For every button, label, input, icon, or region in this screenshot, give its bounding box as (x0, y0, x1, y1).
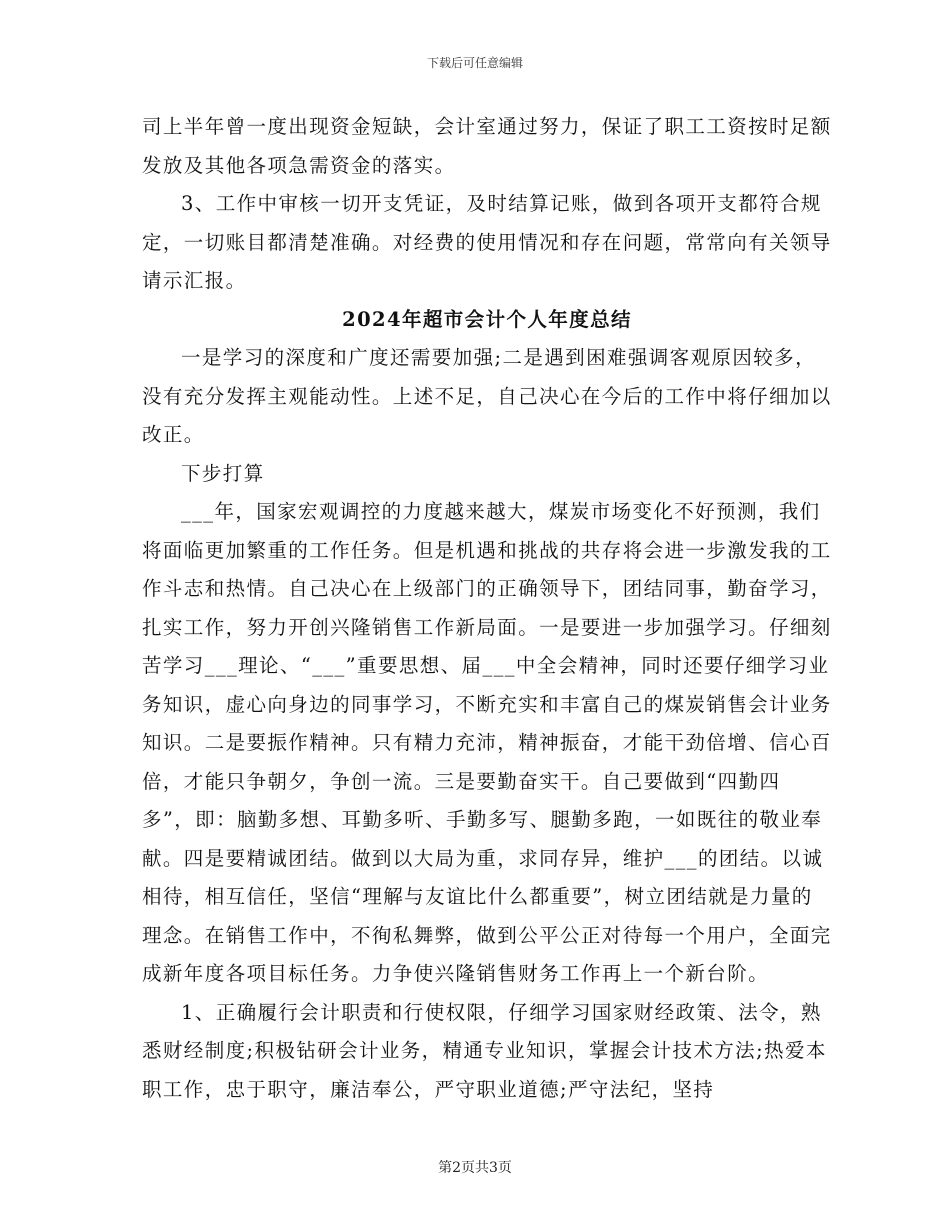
section-heading-next-steps: 下步打算 (181, 461, 265, 485)
page-number: 第2页共3页 (438, 1160, 512, 1176)
paragraph-continuation: 司上半年曾一度出现资金短缺，会计室通过努力，保证了职工工资按时足额发放及其他各项急需资金的落实。 (142, 115, 832, 177)
paragraph-shortcomings: 一是学习的深度和广度还需要加强;二是遇到困难强调客观原因较多，没有充分发挥主观能动性。上述不足，自己决心在今后的工作中将仔细加以改正。 (142, 346, 832, 446)
document-body (142, 108, 832, 1109)
paragraph-item-1: 1、正确履行会计职责和行使权限，仔细学习国家财经政策、法令，熟悉财经制度;积极钻研会计业务，精通专业知识，掌握会计技术方法;热爱本职工作，忠于职守，廉洁奉公，严守职业道德;严守法纪，坚持 (142, 1000, 827, 1101)
page-header-note: 下载后可任意编辑 (426, 56, 523, 70)
document-title: 2024年超市会计个人年度总结 (342, 307, 632, 331)
paragraph-plan: ___年，国家宏观调控的力度越来越大，煤炭市场变化不好预测，我们将面临更加繁重的工作任务。但是机遇和挑战的共存将会进一步激发我的工作斗志和热情。自己决心在上级部门的正确领导下，团结同事，勤奋学习，扎实工作，努力开创兴隆销售工作新局面。一是要进一步加强学习。仔细刻苦学习___理论、“___”重要思想、届___中全会精神，同时还要仔细学习业务知识，虚心向身边的同事学习，不断充实和丰富自己的煤炭销售会计业务知识。二是要振作精神。只有精力充沛，精神振奋，才能干劲倍增、信心百倍，才能只争朝夕，争创一流。三是要勤奋实干。自己要做到“四勤四多”，即：脑勤多想、耳勤多听、手勤多写、腿勤多跑，一如既往的敬业奉献。四是要精诚团结。做到以大局为重，求同存异，维护___的团结。以诚相待，相互信任，坚信“理解与友谊比什么都重要”，树立团结就是力量的理念。在销售工作中，不徇私舞弊，做到公平公正对待每一个用户，全面完成新年度各项目标任务。力争使兴隆销售财务工作再上一个新台阶。 (142, 500, 832, 985)
paragraph-item-3: 3、工作中审核一切开支凭证，及时结算记账，做到各项开支都符合规定，一切账目都清楚准确。对经费的使用情况和存在问题，常常向有关领导请示汇报。 (142, 192, 832, 292)
